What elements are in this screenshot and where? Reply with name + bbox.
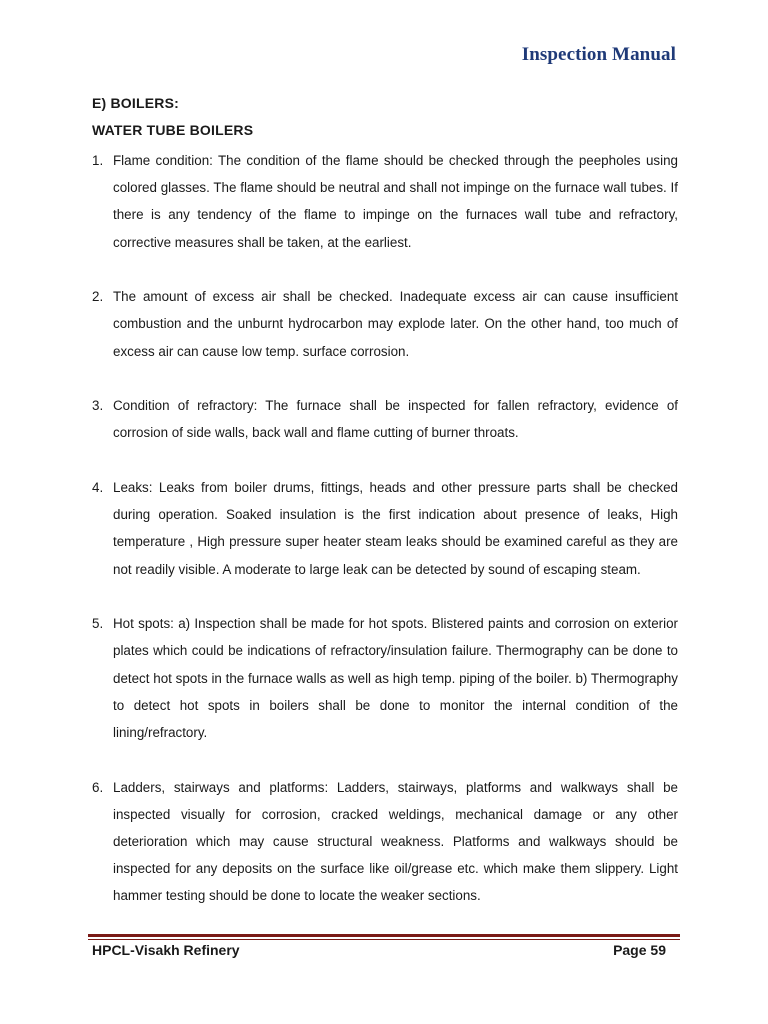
list-item-number: 5. <box>92 616 104 632</box>
footer-organization: HPCL-Visakh Refinery <box>92 942 240 958</box>
list-item-text: Condition of refractory: The furnace shall be inspected for fallen refractory, evidence of corrosion of side walls, back wall and flame cutting of burner throats. <box>113 398 678 441</box>
list-item-text: Hot spots: a) Inspection shall be made for hot spots. Blistered paints and corrosion on exterior plates which could be indications of refractory/insulation failure. Thermography can be done to detect hot spots in the furnace walls as well as high temp. piping of the boiler. b) Thermography to detect hot spots in boilers shall be done to monitor the internal condition of the lining/refractory. <box>113 616 678 741</box>
list-item <box>92 392 678 446</box>
list-item-text: Ladders, stairways and platforms: Ladders, stairways, platforms and walkways shall be inspected visually for corrosion, cracked weldings, mechanical damage or any other deterioration which may cause structural weakness. Platforms and walkways should be inspected for any deposits on the surface like oil/grease etc. which make them slippery. Light hammer testing should be done to locate the weaker sections. <box>113 779 678 904</box>
section-heading: E) BOILERS: <box>92 95 179 111</box>
list-item-number: 2. <box>92 289 104 305</box>
footer-rule <box>88 934 680 937</box>
list-item-number: 4. <box>92 480 104 495</box>
list-item-number: 3. <box>92 398 104 414</box>
list-item <box>92 474 678 583</box>
list-item-text: Flame condition: The condition of the flame should be checked through the peepholes using colored glasses. The flame should be neutral and shall not impinge on the furnace wall tubes. If there is any tendency of the flame to impinge on the furnaces wall tube and refractory, corrective measures shall be taken, at the earliest. <box>113 153 678 250</box>
footer-rule-thin <box>88 939 680 940</box>
header-title: Inspection Manual <box>521 44 676 65</box>
list-item <box>92 147 678 256</box>
page-number: Page 59 <box>613 942 666 958</box>
inspection-list <box>92 147 678 910</box>
list-item <box>92 610 678 746</box>
list-item-number: 1. <box>92 153 104 168</box>
list-item <box>92 774 678 910</box>
list-item-text: Leaks: Leaks from boiler drums, fittings, heads and other pressure parts shall be checked during operation. Soaked insulation is the first indication about presence of leaks, High temperature , High pressure super heater steam leaks should be examined careful as they are not readily visible. A moderate to large leak can be detected by sound of escaping steam. <box>113 480 678 577</box>
list-item <box>92 283 678 365</box>
section-subheading: WATER TUBE BOILERS <box>92 122 254 138</box>
list-item-number: 6. <box>92 779 104 795</box>
list-item-text: The amount of excess air shall be checked. Inadequate excess air can cause insufficient combustion and the unburnt hydrocarbon may explode later. On the other hand, too much of excess air can cause low temp. surface corrosion. <box>113 289 678 359</box>
